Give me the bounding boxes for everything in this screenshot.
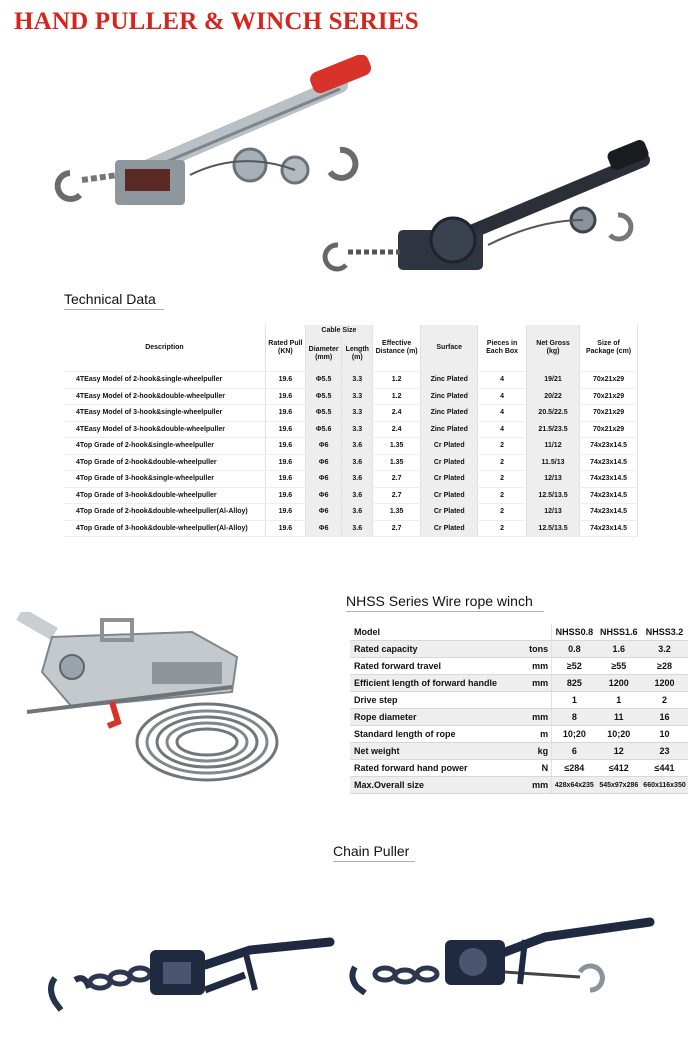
technical-cell: 4TEasy Model of 2-hook&double-wheelpuller: [64, 388, 265, 405]
technical-cell: 12.5/13.5: [526, 520, 579, 537]
technical-cell: Φ6: [305, 438, 342, 455]
nhss-value: 10;20: [597, 726, 641, 743]
technical-cell: 19.6: [265, 487, 305, 504]
nhss-param: Model: [350, 624, 520, 641]
nhss-value: 1: [597, 692, 641, 709]
nhss-param: Net weight: [350, 743, 520, 760]
nhss-value: 8: [552, 709, 597, 726]
technical-cell: 3.3: [342, 372, 373, 389]
technical-cell: 19/21: [526, 372, 579, 389]
technical-cell: 12.5/13.5: [526, 487, 579, 504]
technical-row: [64, 487, 638, 504]
technical-cell: 3.6: [342, 471, 373, 488]
technical-data-table: [64, 325, 638, 537]
technical-cell: Φ5.5: [305, 405, 342, 422]
nhss-value: 1200: [641, 675, 688, 692]
technical-cell: Cr Plated: [421, 438, 478, 455]
technical-cell: 4TEasy Model of 2-hook&single-wheelpuller: [64, 372, 265, 389]
technical-cell: 2: [478, 487, 527, 504]
nhss-value: 1.6: [597, 641, 641, 658]
technical-cell: 19.6: [265, 372, 305, 389]
technical-row: [64, 471, 638, 488]
nhss-rows: [350, 624, 688, 794]
col-pieces: Pieces in Each Box: [478, 325, 527, 372]
wire-rope-winch-image: [12, 612, 292, 792]
col-net-gross: Net Gross (kg): [526, 325, 579, 372]
technical-cell: Zinc Plated: [421, 388, 478, 405]
technical-cell: 4Top Grade of 3-hook&double-wheelpuller(Al-Alloy): [64, 520, 265, 537]
technical-cell: 3.6: [342, 454, 373, 471]
technical-cell: 2.4: [373, 421, 421, 438]
nhss-value: 545x97x286: [597, 777, 641, 794]
nhss-value: 2: [641, 692, 688, 709]
nhss-value: 12: [597, 743, 641, 760]
technical-cell: 74x23x14.5: [580, 520, 638, 537]
technical-cell: 1.2: [373, 388, 421, 405]
technical-cell: 12/13: [526, 504, 579, 521]
nhss-value: 428x64x235: [552, 777, 597, 794]
technical-cell: 19.6: [265, 471, 305, 488]
nhss-value: ≤441: [641, 760, 688, 777]
technical-cell: Φ6: [305, 504, 342, 521]
nhss-unit: mm: [520, 658, 552, 675]
col-diameter: Diameter (mm): [305, 337, 342, 372]
hand-puller-black-image: [318, 140, 663, 280]
nhss-value: 10: [641, 726, 688, 743]
nhss-value: 23: [641, 743, 688, 760]
technical-cell: 12/13: [526, 471, 579, 488]
col-length: Length (m): [342, 337, 373, 372]
nhss-value: 0.8: [552, 641, 597, 658]
chain-puller-heading: Chain Puller: [333, 843, 415, 862]
col-cable-size: Cable Size: [305, 325, 372, 337]
technical-cell: Φ6: [305, 471, 342, 488]
nhss-unit: N: [520, 760, 552, 777]
technical-row: [64, 520, 638, 537]
nhss-row: [350, 675, 688, 692]
technical-cell: 1.2: [373, 372, 421, 389]
nhss-param: Rated forward hand power: [350, 760, 520, 777]
technical-data-rows: [64, 372, 638, 537]
nhss-value: 825: [552, 675, 597, 692]
technical-row: [64, 388, 638, 405]
nhss-unit: [520, 624, 552, 641]
nhss-value: NHSS0.8: [552, 624, 597, 641]
technical-cell: 2: [478, 438, 527, 455]
technical-cell: 19.6: [265, 421, 305, 438]
technical-cell: 4Top Grade of 2-hook&double-wheelpuller(Al-Alloy): [64, 504, 265, 521]
technical-row: [64, 504, 638, 521]
nhss-param: Drive step: [350, 692, 520, 709]
technical-cell: 20.5/22.5: [526, 405, 579, 422]
nhss-value: ≥52: [552, 658, 597, 675]
technical-cell: 70x21x29: [580, 421, 638, 438]
technical-cell: 2: [478, 504, 527, 521]
technical-cell: 70x21x29: [580, 372, 638, 389]
nhss-value: 11: [597, 709, 641, 726]
technical-row: [64, 421, 638, 438]
nhss-value: NHSS1.6: [597, 624, 641, 641]
col-package: Size of Package (cm): [580, 325, 638, 372]
nhss-row: [350, 743, 688, 760]
technical-cell: Φ5.6: [305, 421, 342, 438]
nhss-unit: kg: [520, 743, 552, 760]
technical-cell: 3.6: [342, 487, 373, 504]
technical-cell: 4Top Grade of 2-hook&double-wheelpuller: [64, 454, 265, 471]
nhss-value: 6: [552, 743, 597, 760]
nhss-param: Efficient length of forward handle: [350, 675, 520, 692]
col-effective-distance: Effective Distance (m): [373, 325, 421, 372]
technical-cell: 4: [478, 372, 527, 389]
technical-cell: 19.6: [265, 438, 305, 455]
technical-cell: 1.35: [373, 454, 421, 471]
technical-cell: 4Top Grade of 2-hook&single-wheelpuller: [64, 438, 265, 455]
chain-puller-right-image: [345, 912, 660, 1012]
technical-cell: 19.6: [265, 504, 305, 521]
technical-cell: 2.7: [373, 487, 421, 504]
technical-cell: 3.6: [342, 438, 373, 455]
nhss-value: 10;20: [552, 726, 597, 743]
nhss-value: 3.2: [641, 641, 688, 658]
technical-cell: Zinc Plated: [421, 372, 478, 389]
technical-cell: 74x23x14.5: [580, 454, 638, 471]
col-description: Description: [64, 325, 265, 372]
nhss-unit: mm: [520, 709, 552, 726]
nhss-value: ≤284: [552, 760, 597, 777]
technical-cell: Cr Plated: [421, 454, 478, 471]
nhss-unit: tons: [520, 641, 552, 658]
technical-cell: 1.35: [373, 504, 421, 521]
nhss-row: [350, 658, 688, 675]
technical-cell: Φ5.5: [305, 388, 342, 405]
technical-cell: 3.3: [342, 388, 373, 405]
technical-cell: 2: [478, 520, 527, 537]
technical-cell: 19.6: [265, 520, 305, 537]
technical-cell: Cr Plated: [421, 471, 478, 488]
technical-cell: 2.7: [373, 471, 421, 488]
nhss-value: ≥55: [597, 658, 641, 675]
nhss-row: [350, 692, 688, 709]
technical-cell: 74x23x14.5: [580, 487, 638, 504]
nhss-value: 1200: [597, 675, 641, 692]
nhss-header-row: [350, 624, 688, 641]
technical-cell: 11.5/13: [526, 454, 579, 471]
technical-cell: Φ6: [305, 520, 342, 537]
technical-cell: 4Top Grade of 3-hook&double-wheelpuller: [64, 487, 265, 504]
nhss-value: NHSS3.2: [641, 624, 688, 641]
nhss-param: Rope diameter: [350, 709, 520, 726]
technical-cell: 3.6: [342, 504, 373, 521]
technical-cell: Φ6: [305, 454, 342, 471]
technical-cell: Zinc Plated: [421, 421, 478, 438]
nhss-unit: m: [520, 726, 552, 743]
technical-cell: 2.4: [373, 405, 421, 422]
nhss-value: 16: [641, 709, 688, 726]
technical-data-heading: Technical Data: [64, 291, 164, 310]
nhss-param: Max.Overall size: [350, 777, 520, 794]
nhss-row: [350, 641, 688, 658]
nhss-row: [350, 709, 688, 726]
technical-cell: 19.6: [265, 454, 305, 471]
chain-puller-left-image: [45, 920, 340, 1025]
technical-cell: 74x23x14.5: [580, 438, 638, 455]
technical-row: [64, 405, 638, 422]
nhss-unit: mm: [520, 675, 552, 692]
technical-cell: 74x23x14.5: [580, 471, 638, 488]
technical-cell: 4TEasy Model of 3-hook&single-wheelpuller: [64, 405, 265, 422]
nhss-unit: mm: [520, 777, 552, 794]
nhss-param: Rated capacity: [350, 641, 520, 658]
technical-row: [64, 372, 638, 389]
nhss-param: Rated forward travel: [350, 658, 520, 675]
technical-cell: 19.6: [265, 405, 305, 422]
nhss-row: [350, 777, 688, 794]
nhss-value: 1: [552, 692, 597, 709]
technical-cell: Φ6: [305, 487, 342, 504]
technical-cell: 4: [478, 421, 527, 438]
nhss-value: ≥28: [641, 658, 688, 675]
technical-cell: Cr Plated: [421, 504, 478, 521]
nhss-value: 660x116x350: [641, 777, 688, 794]
technical-cell: 70x21x29: [580, 388, 638, 405]
technical-cell: 2: [478, 471, 527, 488]
technical-cell: Cr Plated: [421, 487, 478, 504]
technical-cell: 70x21x29: [580, 405, 638, 422]
technical-cell: 4TEasy Model of 3-hook&double-wheelpuller: [64, 421, 265, 438]
technical-cell: 4: [478, 388, 527, 405]
technical-row: [64, 454, 638, 471]
nhss-unit: [520, 692, 552, 709]
nhss-value: ≤412: [597, 760, 641, 777]
technical-cell: 1.35: [373, 438, 421, 455]
technical-cell: 3.3: [342, 421, 373, 438]
technical-cell: Zinc Plated: [421, 405, 478, 422]
technical-cell: 74x23x14.5: [580, 504, 638, 521]
technical-cell: 3.3: [342, 405, 373, 422]
technical-cell: 20/22: [526, 388, 579, 405]
technical-cell: Φ5.5: [305, 372, 342, 389]
technical-cell: 11/12: [526, 438, 579, 455]
col-rated-pull: Rated Pull (KN): [265, 325, 305, 372]
technical-row: [64, 438, 638, 455]
technical-cell: Cr Plated: [421, 520, 478, 537]
nhss-row: [350, 726, 688, 743]
technical-cell: 19.6: [265, 388, 305, 405]
nhss-row: [350, 760, 688, 777]
technical-cell: 4Top Grade of 3-hook&single-wheelpuller: [64, 471, 265, 488]
technical-cell: 3.6: [342, 520, 373, 537]
technical-cell: 21.5/23.5: [526, 421, 579, 438]
nhss-spec-table: [350, 624, 688, 794]
technical-cell: 2: [478, 454, 527, 471]
technical-cell: 2.7: [373, 520, 421, 537]
col-surface: Surface: [421, 325, 478, 372]
technical-cell: 4: [478, 405, 527, 422]
nhss-heading: NHSS Series Wire rope winch: [346, 593, 544, 612]
nhss-param: Standard length of rope: [350, 726, 520, 743]
page-title: HAND PULLER & WINCH SERIES: [14, 8, 419, 35]
